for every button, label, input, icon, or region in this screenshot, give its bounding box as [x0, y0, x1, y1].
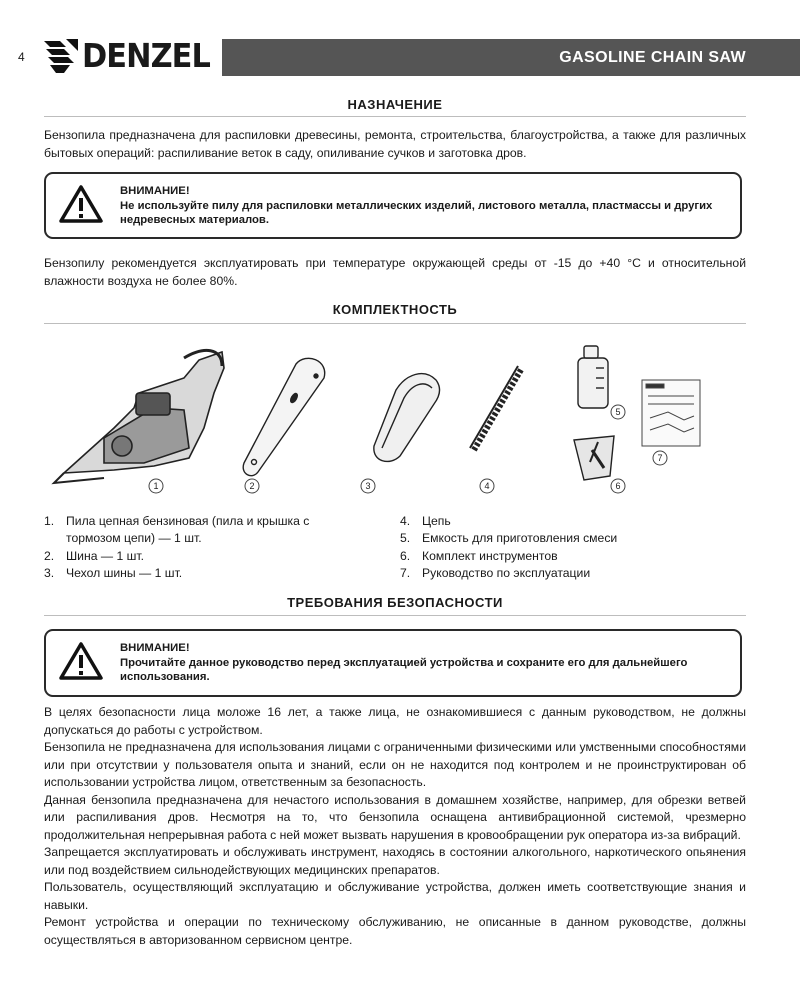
- saw-chain-illustration: [470, 366, 522, 450]
- warning-triangle-icon: [58, 184, 104, 224]
- safety-text: [44, 704, 746, 949]
- safety-paragraph: Бензопила не предназначена для использования лицами с ограниченными физическими или умственными способностями или при отсутствии у пользователя опыта и знаний, если он не находится под контролем и не проинструктирован об использовании устройства лицом, ответственным за безопасность.: [44, 740, 746, 789]
- mixing-bottle-illustration: [578, 346, 608, 408]
- header-bar: [222, 39, 800, 76]
- list-item-text: Комплект инструментов: [422, 548, 558, 563]
- section-divider: [44, 615, 746, 616]
- warning-text: Не используйте пилу для распиловки металлических изделий, листового металла, пластмассы и других недревесных материалов.: [120, 199, 713, 226]
- figure-label-4: 4: [484, 481, 490, 491]
- list-item-text: Руководство по эксплуатации: [422, 565, 591, 580]
- page-number: 4: [18, 50, 25, 64]
- section-divider: [44, 323, 746, 324]
- operating-conditions-paragraph: Бензопилу рекомендуется эксплуатировать при температуре окружающей среды от -15 до +40 °С и относительной влажности воздуха не более 80%.: [44, 256, 746, 288]
- brand-name: DENZEL: [82, 36, 210, 75]
- header-title: GASOLINE CHAIN SAW: [559, 48, 746, 66]
- brand-logo: [44, 36, 221, 75]
- purpose-paragraph: Бензопила предназначена для распиловки древесины, ремонта, строительства, благоустройства, а также для различных бытовых операций: распиливание веток в саду, опиливание сучков и заготовка дров.: [44, 128, 746, 160]
- figure-label-3: 3: [365, 481, 371, 491]
- bar-cover-illustration: [374, 374, 440, 462]
- figure-label-1: 1: [153, 481, 159, 491]
- warning-text: Прочитайте данное руководство перед эксплуатацией устройства и сохраните его для дальнейшего использования.: [120, 656, 688, 683]
- warning-content: [120, 184, 728, 228]
- list-item-number: 3.: [44, 565, 55, 580]
- figure-label-7: 7: [657, 453, 663, 463]
- safety-paragraph: Данная бензопила предназначена для нечастого использования в домашнем хозяйстве, например, для обрезки ветвей или распиливания дров. Несмотря на то, что бензопила оснащена антивибрационной системой, чрезмерно продолжительная непрерывная работа с ней может вызвать нарушения в кровообращении рук оператора из-за вибраций.: [44, 792, 746, 842]
- section-title-purpose: НАЗНАЧЕНИЕ: [347, 97, 443, 112]
- list-item-number: 6.: [400, 548, 411, 563]
- list-item: [44, 565, 344, 582]
- safety-paragraph: В целях безопасности лица моложе 16 лет, а также лица, не ознакомившиеся с данным руководством, не должны допускаться до работы с устройством.: [44, 705, 746, 737]
- list-item: [44, 548, 344, 565]
- list-item-text: Чехол шины — 1 шт.: [66, 565, 183, 580]
- figure-label-2: 2: [249, 481, 255, 491]
- kit-list-left: [44, 513, 344, 582]
- warning-heading: ВНИМАНИЕ!: [120, 642, 190, 654]
- chainsaw-illustration: [54, 350, 224, 483]
- section-divider: [44, 116, 746, 117]
- tool-kit-illustration: [574, 436, 614, 480]
- guide-bar-illustration: [243, 358, 325, 475]
- kit-list-right: [400, 513, 746, 582]
- warning-box-materials: [44, 172, 742, 239]
- list-item-text: Емкость для приготовления смеси: [422, 531, 618, 546]
- list-item: [400, 513, 746, 530]
- list-item-number: 1.: [44, 514, 55, 528]
- section-title-safety: ТРЕБОВАНИЯ БЕЗОПАСНОСТИ: [287, 595, 503, 610]
- safety-paragraph: Пользователь, осуществляющий эксплуатацию и обслуживание устройства, должен иметь соответствующие знания и навыки.: [44, 880, 746, 912]
- user-manual-illustration: [642, 380, 700, 446]
- warning-heading: ВНИМАНИЕ!: [120, 185, 190, 197]
- figure-label-5: 5: [615, 407, 621, 417]
- list-item-number: 5.: [400, 531, 411, 546]
- list-item: [400, 565, 746, 582]
- list-item-number: 7.: [400, 565, 411, 580]
- denzel-wing-icon: [44, 37, 78, 75]
- kit-illustration: [44, 338, 746, 498]
- list-item-number: 4.: [400, 514, 411, 528]
- warning-box-read-manual: [44, 629, 742, 697]
- list-item: [400, 548, 746, 565]
- figure-label-6: 6: [615, 481, 621, 491]
- list-item: [400, 530, 746, 547]
- list-item-text: Шина — 1 шт.: [66, 548, 145, 563]
- warning-triangle-icon: [58, 641, 104, 681]
- safety-paragraph: Запрещается эксплуатировать и обслуживать инструмент, находясь в состоянии алкогольного, наркотического опьянения или под воздействием сильнодействующих медицинских препаратов.: [44, 845, 746, 877]
- list-item-text: Цепь: [422, 514, 451, 528]
- list-item-text: Пила цепная бензиновая (пила и крышка с тормозом цепи) — 1 шт.: [66, 514, 310, 546]
- warning-content: [120, 641, 728, 685]
- list-item: [44, 513, 344, 548]
- safety-paragraph: Ремонт устройства и операции по техническому обслуживанию, не описанные в данном руководстве, должны осуществляться в авторизованном сервисном центре.: [44, 915, 746, 947]
- section-title-kit: КОМПЛЕКТНОСТЬ: [332, 302, 458, 317]
- list-item-number: 2.: [44, 548, 55, 563]
